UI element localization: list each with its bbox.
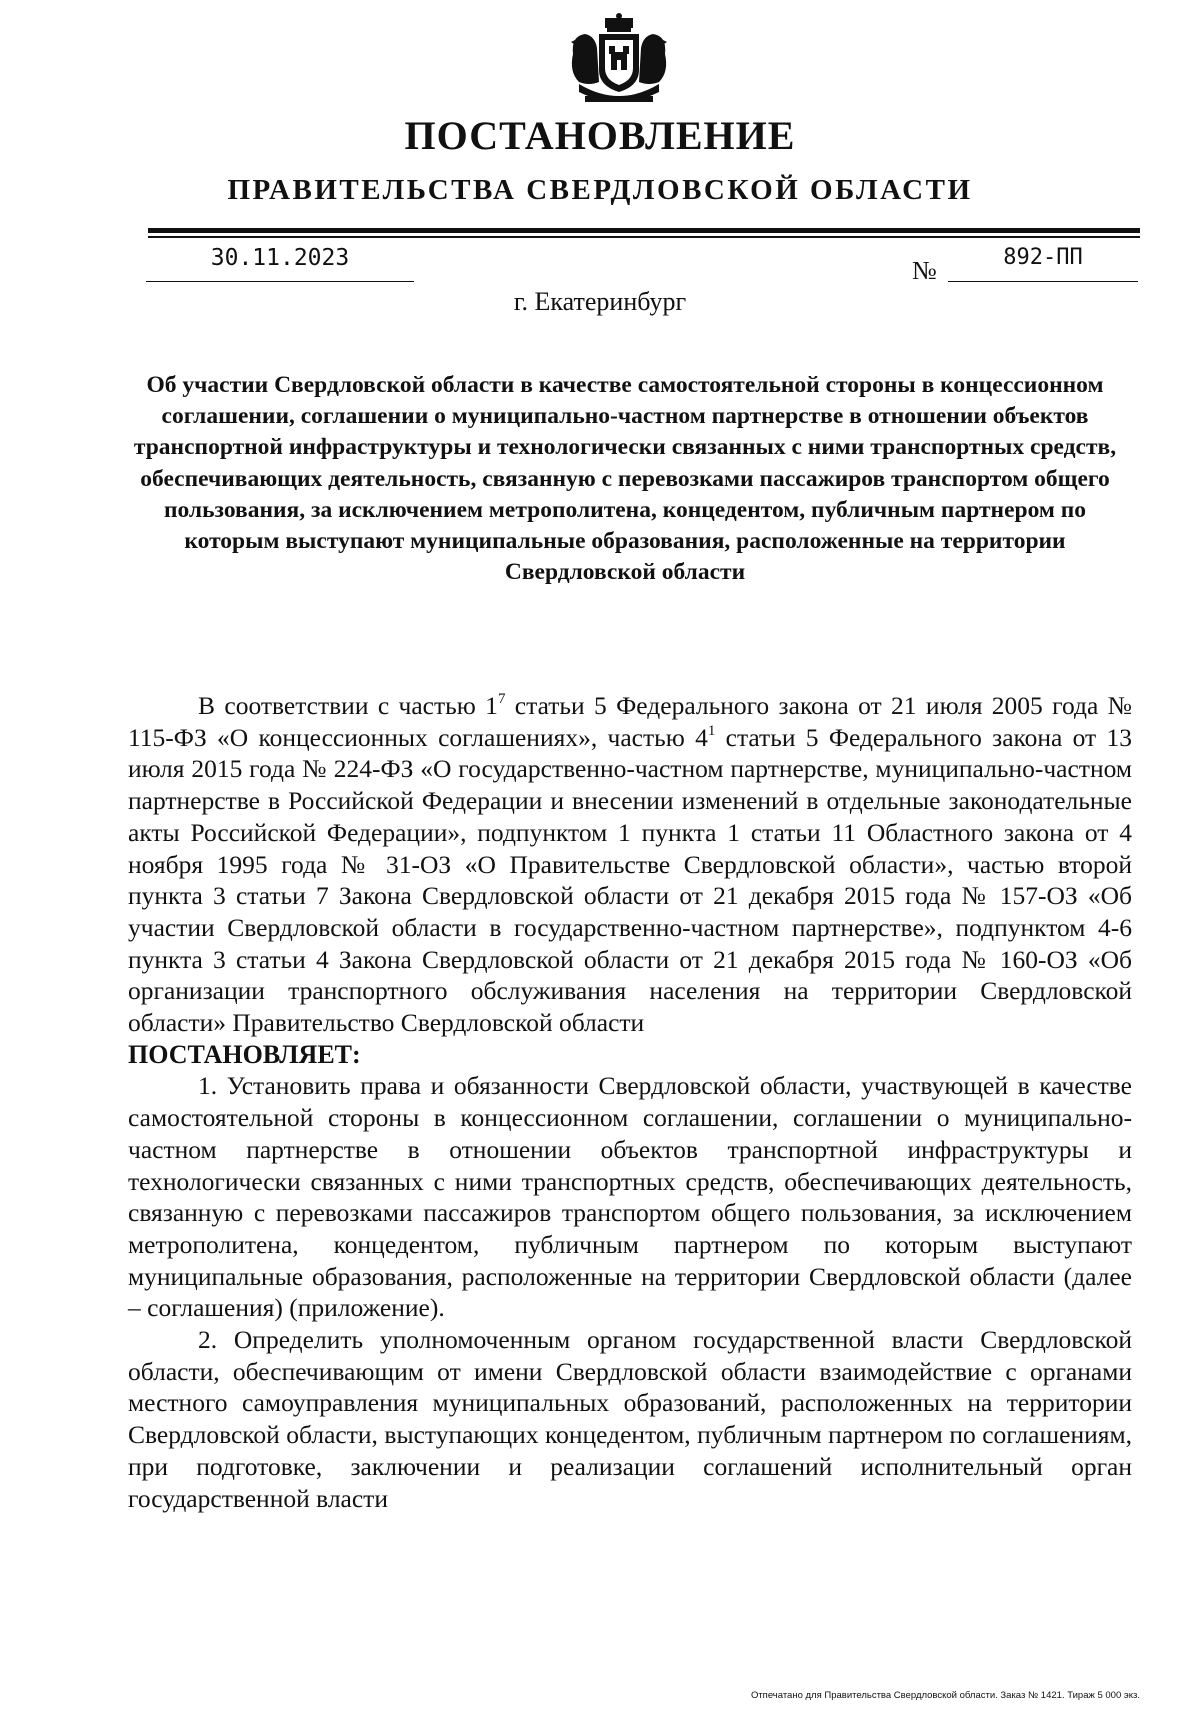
document-number: 892-ПП bbox=[948, 243, 1138, 282]
preamble-text-1: В соответствии с частью 1 bbox=[198, 691, 498, 720]
preamble-superscript-1: 7 bbox=[497, 691, 506, 707]
decree-word: ПОСТАНОВЛЯЕТ: bbox=[128, 1039, 361, 1069]
header-rule-thick bbox=[148, 228, 1140, 233]
document-type-heading: ПОСТАНОВЛЕНИЕ bbox=[404, 113, 796, 158]
document-body bbox=[128, 690, 1132, 1514]
issuing-authority: ПРАВИТЕЛЬСТВА СВЕРДЛОВСКОЙ ОБЛАСТИ bbox=[227, 174, 973, 206]
preamble-text-3: статьи 5 Федерального закона от 13 июля 2015 года № 224-ФЗ «О государственно-частном партнерстве, муниципально-частном партнерстве в Российской Федерации и внесении изменений в отдельные законодательные акты Российской Федерации», подпунктом 1 пункта 1 статьи 11 Областного закона от 4 ноября 1995 года № 31-ОЗ «О Правительстве Свердловской области», частью второй пункта 3 статьи 7 Закона Свердловской области от 21 декабря 2015 года № 157-ОЗ «Об участии Свердловской области в государственно-частном партнерстве», подпунктом 4-6 пункта 3 статьи 4 Закона Свердловской области от 21 декабря 2015 года № 160-ОЗ «Об организации транспортного обслуживания населения на территории Свердловской области» Правительство Свердловской области bbox=[128, 722, 1132, 1038]
number-sign: № bbox=[912, 256, 937, 285]
paragraph-item-2: 2. Определить уполномоченным органом государственной власти Свердловской области, обеспечивающим от имени Свердловской области взаимодействие с органами местного самоуправления муниципальных образований, расположенных на территории Свердловской области, выступающих концедентом, публичным партнером по соглашениям, при подготовке, заключении и реализации соглашений исполнительный орган государственной власти bbox=[128, 1325, 1132, 1513]
document-city: г. Екатеринбург bbox=[513, 287, 687, 316]
coat-of-arms-emblem bbox=[565, 12, 673, 112]
header-rule-thin bbox=[148, 236, 1140, 238]
preamble-paragraph bbox=[128, 690, 1132, 1039]
document-title: Об участии Свердловской области в качестве самостоятельной стороны в концессионном соглашении, соглашении о муниципально-частном партнерстве в отношении объектов транспортной инфраструктуры и технологически связанных с ними транспортных средств, обеспечивающих деятельность, связанную с перевозками пассажиров транспортом общего пользования, за исключением метрополитена, концедентом, публичным партнером по которым выступают муниципальные образования, расположенные на территории Свердловской области bbox=[133, 372, 1117, 586]
preamble-superscript-2: 1 bbox=[707, 722, 716, 739]
print-note: Отпечатано для Правительства Свердловской области. Заказ № 1421. Тираж 5 000 экз. bbox=[750, 1690, 1140, 1701]
paragraph-item-1: 1. Установить права и обязанности Свердловской области, участвующей в качестве самостоятельной стороны в концессионном соглашении, соглашении о муниципально-частном партнерстве в отношении объектов транспортной инфраструктуры и технологически связанных с ними транспортных средств, обеспечивающих деятельность, связанную с перевозками пассажиров транспортом общего пользования, за исключением метрополитена, концедентом, публичным партнером по которым выступают муниципальные образования, расположенные на территории Свердловской области (далее – соглашения) (приложение). bbox=[128, 1071, 1132, 1323]
document-date: 30.11.2023 bbox=[146, 243, 414, 282]
preamble-text-2: статьи 5 Федерального закона от 21 июля 2005 года № 115-ФЗ «О концессионных соглашениях», частью 4 bbox=[128, 691, 1133, 752]
